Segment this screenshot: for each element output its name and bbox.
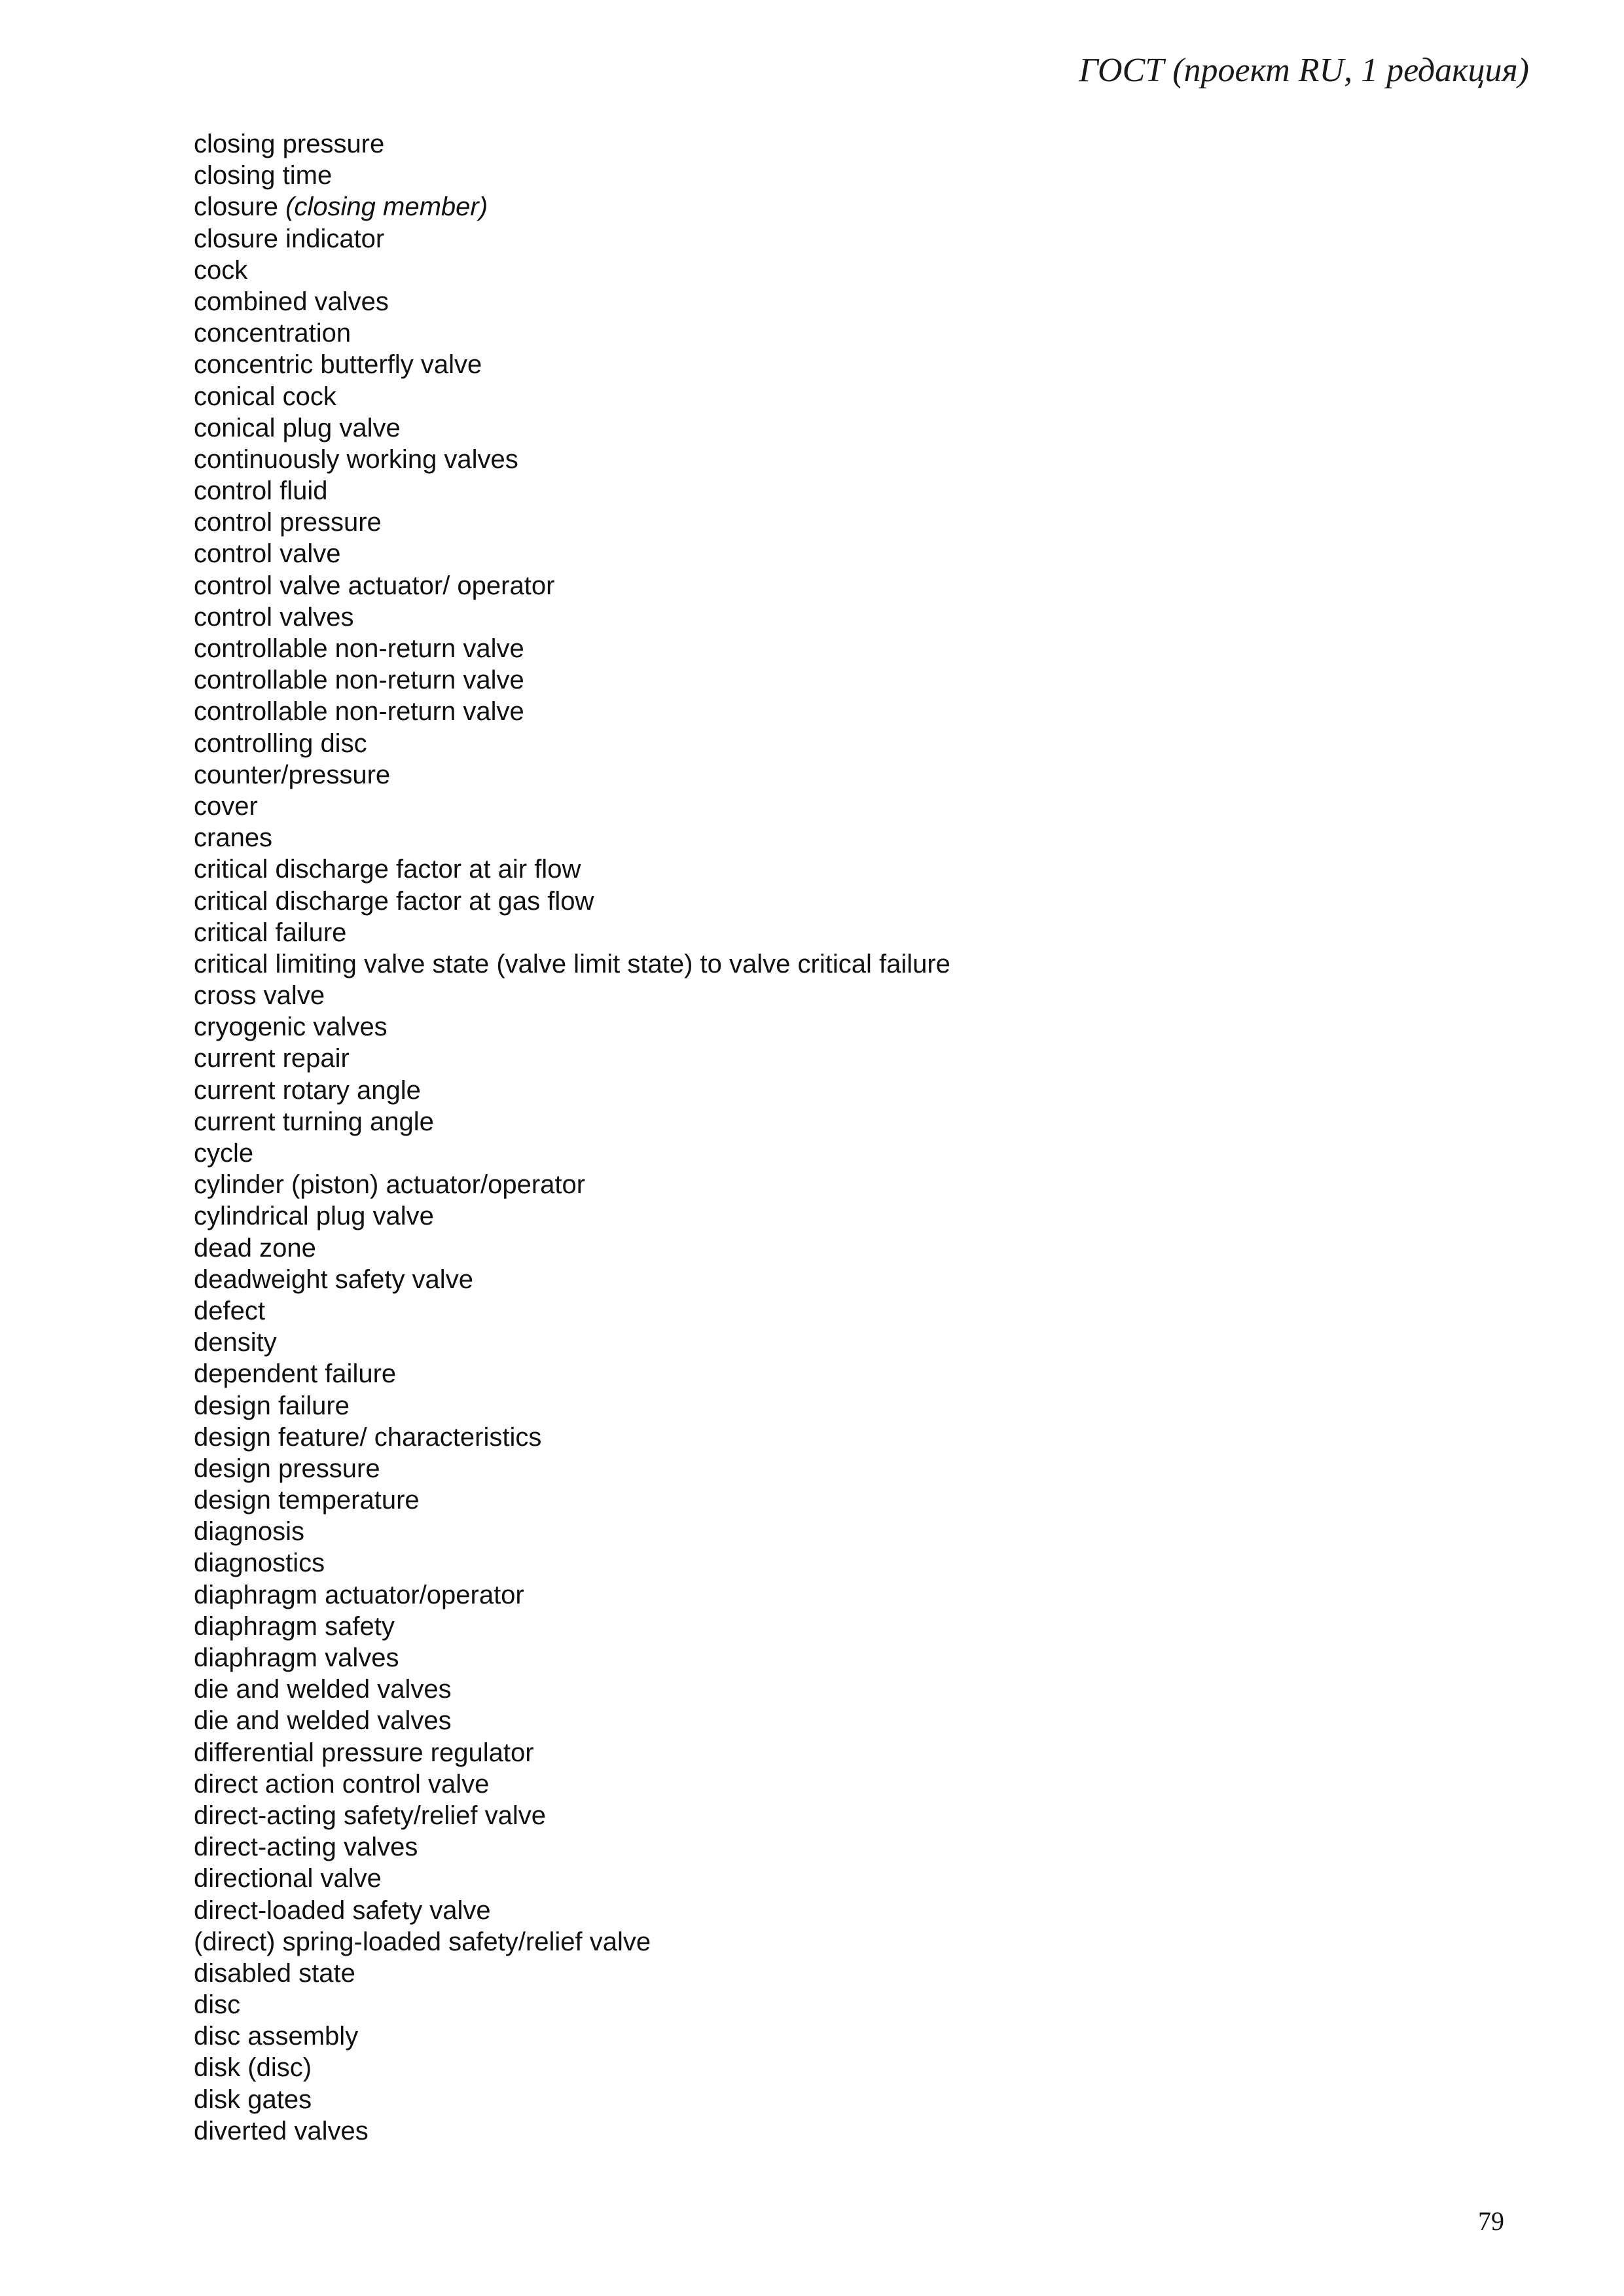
term-text: direct-loaded safety valve [194, 1895, 491, 1925]
term-item [194, 1295, 950, 1327]
term-item [194, 223, 950, 255]
term-item [194, 1516, 950, 1547]
term-item [194, 1579, 950, 1611]
term-text: design failure [194, 1391, 350, 1420]
term-text: control valves [194, 602, 354, 632]
term-text: controlling disc [194, 728, 367, 758]
term-item [194, 728, 950, 759]
term-text: controllable non-return valve [194, 697, 524, 726]
term-text: deadweight safety valve [194, 1265, 473, 1294]
term-item [194, 255, 950, 286]
term-text: design feature/ characteristics [194, 1422, 542, 1452]
term-text: cover [194, 791, 258, 821]
term-item [194, 822, 950, 853]
term-text: current turning angle [194, 1107, 434, 1136]
term-list [194, 128, 950, 2147]
term-text: diagnostics [194, 1549, 325, 1578]
term-item [194, 1611, 950, 1642]
term-text: closure indicator [194, 224, 385, 253]
term-item [194, 1232, 950, 1264]
term-item [194, 475, 950, 507]
term-text: counter/pressure [194, 760, 391, 789]
page-number: 79 [1478, 2206, 1504, 2236]
term-text: design temperature [194, 1486, 420, 1515]
term-item [194, 381, 950, 412]
term-item [194, 349, 950, 380]
term-item [194, 1390, 950, 1422]
term-item [194, 1422, 950, 1453]
term-item [194, 1327, 950, 1358]
term-text: combined valves [194, 287, 389, 316]
term-item [194, 1800, 950, 1831]
term-text: closure [194, 192, 286, 222]
term-item [194, 412, 950, 444]
term-item [194, 1200, 950, 1232]
term-item [194, 759, 950, 791]
term-text: controllable non-return valve [194, 666, 524, 695]
term-item [194, 1863, 950, 1894]
term-text: diaphragm valves [194, 1643, 399, 1672]
term-text: closing pressure [194, 130, 385, 158]
term-text: concentric butterfly valve [194, 350, 482, 380]
term-item [194, 2084, 950, 2115]
term-item [194, 538, 950, 569]
term-italic-note: (closing member) [285, 192, 488, 222]
term-text: cylinder (piston) actuator/operator [194, 1170, 586, 1200]
term-item [194, 1075, 950, 1106]
term-text: control pressure [194, 508, 382, 537]
term-item [194, 1484, 950, 1516]
term-text: current repair [194, 1044, 350, 1073]
term-item [194, 948, 950, 980]
term-item [194, 886, 950, 917]
term-item [194, 664, 950, 696]
term-item [194, 507, 950, 538]
term-item [194, 1169, 950, 1200]
term-text: density [194, 1328, 277, 1357]
term-text: die and welded valves [194, 1706, 452, 1736]
term-text: cylindrical plug valve [194, 1202, 434, 1231]
term-item [194, 2052, 950, 2083]
term-text: critical discharge factor at air flow [194, 855, 581, 884]
term-item [194, 1989, 950, 2020]
term-item [194, 917, 950, 948]
term-text: (direct) spring-loaded safety/relief valve [194, 1927, 651, 1956]
term-item [194, 191, 950, 223]
term-item [194, 696, 950, 727]
term-item [194, 1737, 950, 1768]
term-item [194, 1674, 950, 1705]
term-item [194, 1453, 950, 1484]
term-item [194, 570, 950, 601]
term-item [194, 1264, 950, 1295]
term-text: diverted valves [194, 2116, 369, 2145]
term-item [194, 1043, 950, 1074]
term-item [194, 128, 950, 160]
term-text: disc assembly [194, 2022, 359, 2051]
term-text: control valve actuator/ operator [194, 571, 555, 600]
term-text: critical failure [194, 918, 347, 947]
term-item [194, 317, 950, 349]
term-text: diagnosis [194, 1517, 305, 1547]
term-item [194, 2115, 950, 2147]
term-text: conical plug valve [194, 413, 401, 442]
term-item [194, 1958, 950, 1989]
term-text: disk gates [194, 2085, 312, 2114]
term-text: disc [194, 1990, 241, 2020]
term-text: cross valve [194, 981, 325, 1011]
term-item [194, 286, 950, 317]
term-text: continuously working valves [194, 444, 518, 474]
term-text: control fluid [194, 476, 328, 506]
term-item [194, 1768, 950, 1800]
term-text: current rotary angle [194, 1075, 421, 1105]
term-item [194, 1106, 950, 1138]
term-item [194, 1895, 950, 1926]
term-item [194, 1926, 950, 1958]
term-item [194, 980, 950, 1011]
term-text: cycle [194, 1139, 254, 1168]
term-item [194, 1138, 950, 1169]
term-text: defect [194, 1296, 265, 1325]
term-item [194, 1642, 950, 1674]
term-text: critical limiting valve state (valve limit state) to valve critical failure [194, 949, 950, 978]
term-text: control valve [194, 539, 341, 569]
term-text: disabled state [194, 1958, 355, 1988]
term-text: diaphragm actuator/operator [194, 1580, 524, 1609]
running-header: ГОСТ (проект RU, 1 редакция) [1079, 52, 1529, 89]
term-text: direct-acting safety/relief valve [194, 1801, 547, 1830]
term-text: dead zone [194, 1233, 316, 1263]
term-item [194, 1831, 950, 1863]
term-text: dependent failure [194, 1359, 397, 1389]
term-item [194, 1358, 950, 1390]
term-text: direct-acting valves [194, 1833, 418, 1862]
term-text: cranes [194, 823, 273, 853]
term-item [194, 1705, 950, 1736]
term-item [194, 2020, 950, 2052]
term-item [194, 601, 950, 633]
term-text: controllable non-return valve [194, 634, 524, 663]
term-item [194, 444, 950, 475]
term-text: cryogenic valves [194, 1013, 388, 1042]
term-item [194, 853, 950, 885]
term-text: concentration [194, 319, 352, 348]
term-text: conical cock [194, 382, 336, 411]
term-text: directional valve [194, 1864, 382, 1893]
term-item [194, 791, 950, 822]
term-text: differential pressure regulator [194, 1738, 534, 1767]
term-text: cock [194, 255, 248, 285]
term-text: diaphragm safety [194, 1611, 395, 1641]
term-text: design pressure [194, 1454, 380, 1483]
term-text: direct action control valve [194, 1769, 490, 1799]
term-item [194, 633, 950, 664]
term-item [194, 1547, 950, 1579]
term-text: closing time [194, 161, 333, 190]
term-item [194, 160, 950, 191]
term-text: die and welded valves [194, 1675, 452, 1704]
term-item [194, 1011, 950, 1043]
term-text: disk (disc) [194, 2053, 312, 2083]
term-text: critical discharge factor at gas flow [194, 886, 594, 916]
